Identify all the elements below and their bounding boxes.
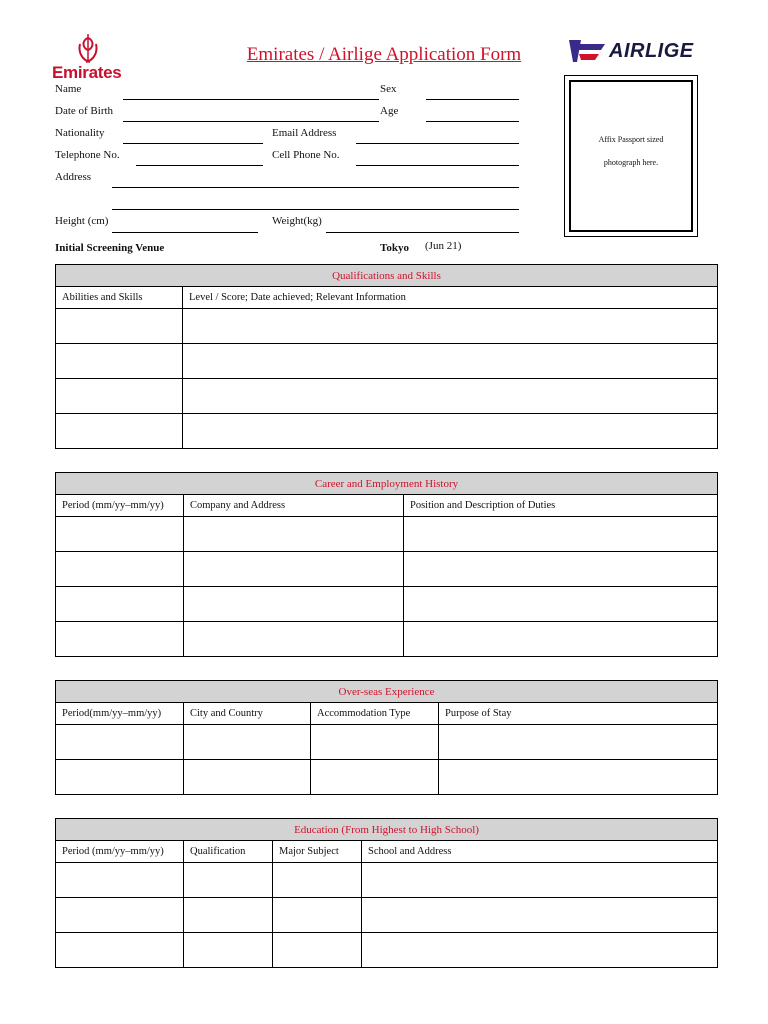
table-cell[interactable] <box>273 898 362 933</box>
table-cell[interactable] <box>56 517 184 552</box>
table-cell[interactable] <box>183 414 718 449</box>
column-header: Period (mm/yy–mm/yy) <box>56 495 184 517</box>
column-header: Period (mm/yy–mm/yy) <box>56 841 184 863</box>
table-cell[interactable] <box>362 898 718 933</box>
table-cell[interactable] <box>439 725 718 760</box>
table-cell[interactable] <box>56 725 184 760</box>
table-cell[interactable] <box>273 933 362 968</box>
table-cell[interactable] <box>362 863 718 898</box>
education-header: Education (From Highest to High School) <box>56 819 718 841</box>
table-cell[interactable] <box>184 898 273 933</box>
table-cell[interactable] <box>404 622 718 657</box>
age-label: Age <box>380 105 399 117</box>
column-header: Company and Address <box>184 495 404 517</box>
table-cell[interactable] <box>311 760 439 795</box>
column-header: City and Country <box>184 703 311 725</box>
airlige-logo-text: AIRLIGE <box>609 40 694 62</box>
cell-label: Cell Phone No. <box>272 149 340 161</box>
photo-hint-line2: photograph here. <box>603 158 659 167</box>
table-cell[interactable] <box>183 309 718 344</box>
qualifications-header: Qualifications and Skills <box>56 265 718 287</box>
table-cell[interactable] <box>273 863 362 898</box>
table-cell[interactable] <box>56 898 184 933</box>
career-table <box>55 472 718 657</box>
column-header: Abilities and Skills <box>56 287 183 309</box>
education-table <box>55 818 718 968</box>
table-cell[interactable] <box>183 379 718 414</box>
table-cell[interactable] <box>404 552 718 587</box>
age-field[interactable] <box>426 121 519 122</box>
address-label: Address <box>55 171 92 183</box>
photo-box-inner <box>569 80 693 232</box>
table-cell[interactable] <box>56 379 183 414</box>
column-header: Accommodation Type <box>311 703 439 725</box>
table-cell[interactable] <box>184 552 404 587</box>
name-label: Name <box>55 83 82 95</box>
overseas-table <box>55 680 718 795</box>
column-header: Qualification <box>184 841 273 863</box>
column-header: Position and Description of Duties <box>404 495 718 517</box>
weight-field[interactable] <box>326 232 519 233</box>
email-label: Email Address <box>272 127 337 139</box>
screening-venue-label: Initial Screening Venue <box>55 242 165 254</box>
table-cell[interactable] <box>56 622 184 657</box>
table-cell[interactable] <box>56 587 184 622</box>
column-header: Period(mm/yy–mm/yy) <box>56 703 184 725</box>
table-cell[interactable] <box>184 622 404 657</box>
table-cell[interactable] <box>56 933 184 968</box>
nationality-field[interactable] <box>123 143 263 144</box>
telephone-field[interactable] <box>136 165 263 166</box>
telephone-label: Telephone No. <box>55 149 120 161</box>
address-field-line1[interactable] <box>112 187 519 188</box>
sex-label: Sex <box>380 83 397 95</box>
column-header: School and Address <box>362 841 718 863</box>
table-cell[interactable] <box>439 760 718 795</box>
table-cell[interactable] <box>183 344 718 379</box>
table-cell[interactable] <box>404 517 718 552</box>
emirates-logo-text: Emirates <box>52 63 122 82</box>
cell-field[interactable] <box>356 165 519 166</box>
table-cell[interactable] <box>362 933 718 968</box>
email-field[interactable] <box>356 143 519 144</box>
table-cell[interactable] <box>184 587 404 622</box>
table-cell[interactable] <box>184 725 311 760</box>
table-cell[interactable] <box>56 414 183 449</box>
table-cell[interactable] <box>311 725 439 760</box>
dob-label: Date of Birth <box>55 105 114 117</box>
table-cell[interactable] <box>56 309 183 344</box>
overseas-header: Over-seas Experience <box>56 681 718 703</box>
column-header: Purpose of Stay <box>439 703 718 725</box>
table-cell[interactable] <box>56 552 184 587</box>
photo-hint-line1: Affix Passport sized <box>598 135 664 144</box>
screening-venue-city: Tokyo <box>380 242 409 254</box>
table-cell[interactable] <box>56 344 183 379</box>
name-field[interactable] <box>123 99 379 100</box>
height-field[interactable] <box>112 232 258 233</box>
table-cell[interactable] <box>184 760 311 795</box>
column-header: Level / Score; Date achieved; Relevant Information <box>183 287 718 309</box>
table-cell[interactable] <box>404 587 718 622</box>
qualifications-table <box>55 264 718 449</box>
nationality-label: Nationality <box>55 127 105 139</box>
career-header: Career and Employment History <box>56 473 718 495</box>
dob-field[interactable] <box>123 121 379 122</box>
table-cell[interactable] <box>184 863 273 898</box>
height-label: Height (cm) <box>55 215 109 227</box>
sex-field[interactable] <box>426 99 519 100</box>
column-header: Major Subject <box>273 841 362 863</box>
form-title: Emirates / Airlige Application Form <box>246 44 522 65</box>
table-cell[interactable] <box>56 760 184 795</box>
address-field-line2[interactable] <box>112 209 519 210</box>
weight-label: Weight(kg) <box>272 215 322 227</box>
table-cell[interactable] <box>184 517 404 552</box>
screening-date: (Jun 21) <box>425 240 462 252</box>
table-cell[interactable] <box>56 863 184 898</box>
table-cell[interactable] <box>184 933 273 968</box>
photo-box[interactable] <box>564 75 698 237</box>
